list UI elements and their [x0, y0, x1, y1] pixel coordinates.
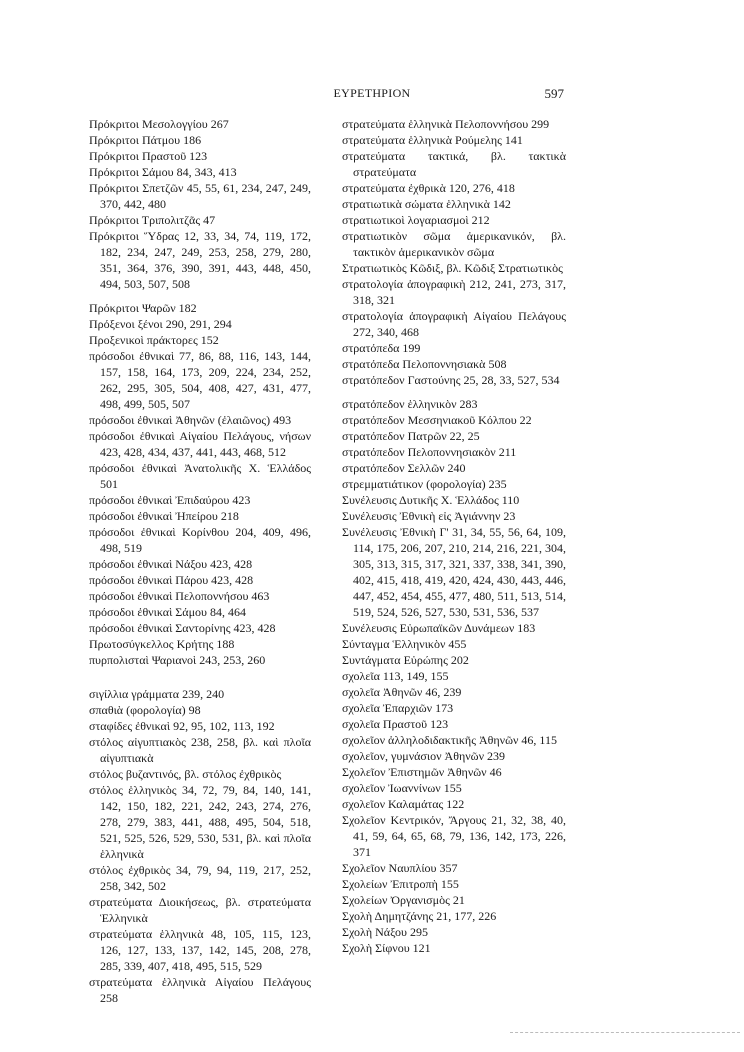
- index-entry: Πρόκριτοι Ὕδρας 12, 33, 34, 74, 119, 172, 182, 234, 247, 249, 253, 258, 279, 280, 351, 364, 376, 390, 391, 443, 448, 450, 494, 503, 507, 508: [89, 229, 311, 291]
- index-entry: στρατόπεδον Πατρῶν 22, 25: [342, 429, 480, 443]
- index-entry: Πρόκριτοι Μεσολογγίου 267: [89, 117, 229, 131]
- index-entry: στόλος ἐχθρικὸς 34, 79, 94, 119, 217, 252, 258, 342, 502: [89, 863, 311, 893]
- index-entry: σταφίδες ἐθνικαὶ 92, 95, 102, 113, 192: [89, 719, 275, 733]
- index-entry: σχολεῖα Ἐπαρχιῶν 173: [342, 701, 454, 715]
- index-entry: στρατιωτικὰ σώματα ἑλληνικὰ 142: [342, 197, 511, 211]
- index-entry: Σχολεῖον Ναυπλίου 357: [342, 861, 458, 875]
- index-entry: σχολεῖον Ἰωαννίνων 155: [342, 781, 462, 795]
- page-number: 597: [544, 86, 564, 101]
- index-entry: Πρόξενοι ξένοι 290, 291, 294: [89, 317, 232, 331]
- index-entry: πρόσοδοι ἐθνικαὶ Ἀνατολικῆς Χ. Ἑλλάδος 501: [89, 461, 311, 491]
- page-header: [0, 86, 744, 106]
- running-title: ΕΥΡΕΤΗΡΙΟΝ: [333, 86, 411, 100]
- index-entry: Σχολὴ Σίφνου 121: [342, 941, 431, 955]
- index-entry: πρόσοδοι ἐθνικαὶ 77, 86, 88, 116, 143, 144, 157, 158, 164, 173, 209, 224, 234, 252, 262, 295, 305, 504, 408, 427, 431, 477, 498, 499, 505, 507: [89, 349, 311, 411]
- index-entry: πρόσοδοι ἐθνικαὶ Ἐπιδαύρου 423: [89, 493, 251, 507]
- index-entry: Συνέλευσις Ἐθνικὴ εἰς Ἀγιάννην 23: [342, 509, 516, 523]
- index-entry: Πρόκριτοι Πάτμου 186: [89, 133, 202, 147]
- index-entry: στρατόπεδα 199: [342, 341, 421, 355]
- index-entry: στρατεύματα ἑλληνικὰ Αἰγαίου Πελάγους 258: [89, 975, 311, 1005]
- index-column-right: [342, 116, 566, 956]
- index-entry: πρόσοδοι ἐθνικαὶ Κορίνθου 204, 409, 496, 498, 519: [89, 525, 311, 555]
- index-entry: πρόσοδοι ἐθνικαὶ Ἀθηνῶν (ἐλαιῶνος) 493: [89, 413, 292, 427]
- index-entry: Πρωτοσύγκελλος Κρήτης 188: [89, 637, 235, 651]
- index-entry: Πρόκριτοι Πραστοῦ 123: [89, 149, 208, 163]
- index-entry: στρατόπεδα Πελοποννησιακὰ 508: [342, 357, 507, 371]
- index-column-left: [89, 116, 311, 1006]
- index-entry: Πρόκριτοι Σάμου 84, 343, 413: [89, 165, 237, 179]
- index-entry: πρόσοδοι ἐθνικαὶ Πελοποννήσου 463: [89, 589, 270, 603]
- scan-artifact-rule: [510, 1032, 740, 1034]
- index-entry: Προξενικοὶ πράκτορες 152: [89, 333, 219, 347]
- index-entry: Συνέλευσις Εὐρωπαϊκῶν Δυνάμεων 183: [342, 621, 536, 635]
- index-entry: στρατόπεδον Γαστούνης 25, 28, 33, 527, 534: [342, 373, 560, 387]
- index-entry: στόλος βυζαντινός, βλ. στόλος ἐχθρικὸς: [89, 767, 282, 781]
- index-entry: στρατόπεδον Πελοποννησιακὸν 211: [342, 445, 517, 459]
- index-entry: στρατεύματα τακτικά, βλ. τακτικὰ στρατεύματα: [342, 149, 566, 179]
- index-entry: στρατεύματα ἑλληνικὰ Πελοποννήσου 299: [342, 117, 550, 131]
- index-entry: Στρατιωτικὸς Κῶδιξ, βλ. Κῶδιξ Στρατιωτικὸς: [342, 261, 563, 275]
- index-entry: Συνέλευσις Δυτικῆς Χ. Ἑλλάδος 110: [342, 493, 520, 507]
- index-entry: Πρόκριτοι Τριπολιτζᾶς 47: [89, 213, 216, 227]
- index-entry: σιγίλλια γράμματα 239, 240: [89, 687, 225, 701]
- index-entry: στρατόπεδον Σελλῶν 240: [342, 461, 466, 475]
- index-entry: σχολεῖον Καλαμάτας 122: [342, 797, 465, 811]
- index-entry: σχολεῖον ἀλληλοδιδακτικῆς Ἀθηνῶν 46, 115: [342, 733, 557, 747]
- index-entry: στρατόπεδον Μεσσηνιακοῦ Κόλπου 22: [342, 413, 532, 427]
- index-entry: σπαθιὰ (φορολογία) 98: [89, 703, 201, 717]
- index-entry: Σχολείων Ἐπιτροπὴ 155: [342, 877, 459, 891]
- index-entry: πρόσοδοι ἐθνικαὶ Ἠπείρου 218: [89, 509, 239, 523]
- index-entry: στρατεύματα ἑλληνικὰ 48, 105, 115, 123, 126, 127, 133, 137, 142, 145, 208, 278, 285, 339, 407, 418, 495, 515, 529: [89, 927, 311, 973]
- index-entry: στρατεύματα ἐχθρικὰ 120, 276, 418: [342, 181, 515, 195]
- index-entry: Σχολὴ Νάξου 295: [342, 925, 428, 939]
- index-entry: στρατιωτικὸν σῶμα ἀμερικανικόν, βλ. τακτικὸν ἀμερικανικὸν σῶμα: [342, 229, 566, 259]
- index-entry: στρατόπεδον ἑλληνικὸν 283: [342, 397, 478, 411]
- index-entry: σχολεῖα Ἀθηνῶν 46, 239: [342, 685, 462, 699]
- index-entry: Σύνταγμα Ἑλληνικὸν 455: [342, 637, 467, 651]
- index-entry: πυρπολισταὶ Ψαριανοὶ 243, 253, 260: [89, 653, 266, 667]
- index-entry: Συνέλευσις Ἐθνικὴ Γ' 31, 34, 55, 56, 64, 109, 114, 175, 206, 207, 210, 214, 216, 221, 304, 305, 313, 315, 317, 321, 337, 338, 341, 390, 402, 415, 418, 419, 420, 424, 430, 443, 446, 447, 452, 454, 455, 477, 480, 511, 513, 514, 519, 524, 526, 527, 530, 531, 536, 537: [342, 525, 566, 619]
- index-entry: σχολεῖα Πραστοῦ 123: [342, 717, 449, 731]
- index-entry: πρόσοδοι ἐθνικαὶ Σάμου 84, 464: [89, 605, 246, 619]
- index-entry: στρατιωτικοὶ λογαριασμοὶ 212: [342, 213, 490, 227]
- index-entry: Πρόκριτοι Ψαρῶν 182: [89, 301, 197, 315]
- index-entry: Πρόκριτοι Σπετζῶν 45, 55, 61, 234, 247, 249, 370, 442, 480: [89, 181, 311, 211]
- index-entry: Σχολὴ Δημητζάνης 21, 177, 226: [342, 909, 497, 923]
- index-entry: Συντάγματα Εὐρώπης 202: [342, 653, 469, 667]
- index-entry: Σχολείων Ὀργανισμὸς 21: [342, 893, 465, 907]
- index-entry: στρατεύματα ἑλληνικὰ Ρούμελης 141: [342, 133, 523, 147]
- index-entry: στόλος αἰγυπτιακὸς 238, 258, βλ. καὶ πλοῖα αἰγυπτιακὰ: [89, 735, 311, 765]
- index-entry: στρατεύματα Διοικήσεως, βλ. στρατεύματα Ἑλληνικὰ: [89, 895, 311, 925]
- index-entry: στρατολογία ἀπογραφικὴ Αἰγαίου Πελάγους 272, 340, 468: [342, 309, 566, 339]
- index-entry: Σχολεῖον Ἐπιστημῶν Ἀθηνῶν 46: [342, 765, 502, 779]
- index-entry: σχολεῖον, γυμνάσιον Ἀθηνῶν 239: [342, 749, 505, 763]
- index-entry: πρόσοδοι ἐθνικαὶ Πάρου 423, 428: [89, 573, 254, 587]
- index-entry: σχολεῖα 113, 149, 155: [342, 669, 449, 683]
- index-entry: Σχολεῖον Κεντρικόν, Ἄργους 21, 32, 38, 40, 41, 59, 64, 65, 68, 79, 136, 142, 173, 226, 371: [342, 813, 566, 859]
- index-entry: πρόσοδοι ἐθνικαὶ Αἰγαίου Πελάγους, νήσων 423, 428, 434, 437, 441, 443, 468, 512: [89, 429, 311, 459]
- index-entry: στρεμματιάτικον (φορολογία) 235: [342, 477, 507, 491]
- index-entry: στρατολογία ἀπογραφικὴ 212, 241, 273, 317, 318, 321: [342, 277, 566, 307]
- index-entry: πρόσοδοι ἐθνικαὶ Νάξου 423, 428: [89, 557, 253, 571]
- index-entry: στόλος ἑλληνικὸς 34, 72, 79, 84, 140, 141, 142, 150, 182, 221, 242, 243, 274, 276, 278, 279, 383, 441, 488, 495, 504, 518, 521, 525, 526, 529, 530, 531, βλ. καὶ πλοῖα ἑλληνικὰ: [89, 783, 311, 861]
- index-entry: πρόσοδοι ἐθνικαὶ Σαντορίνης 423, 428: [89, 621, 276, 635]
